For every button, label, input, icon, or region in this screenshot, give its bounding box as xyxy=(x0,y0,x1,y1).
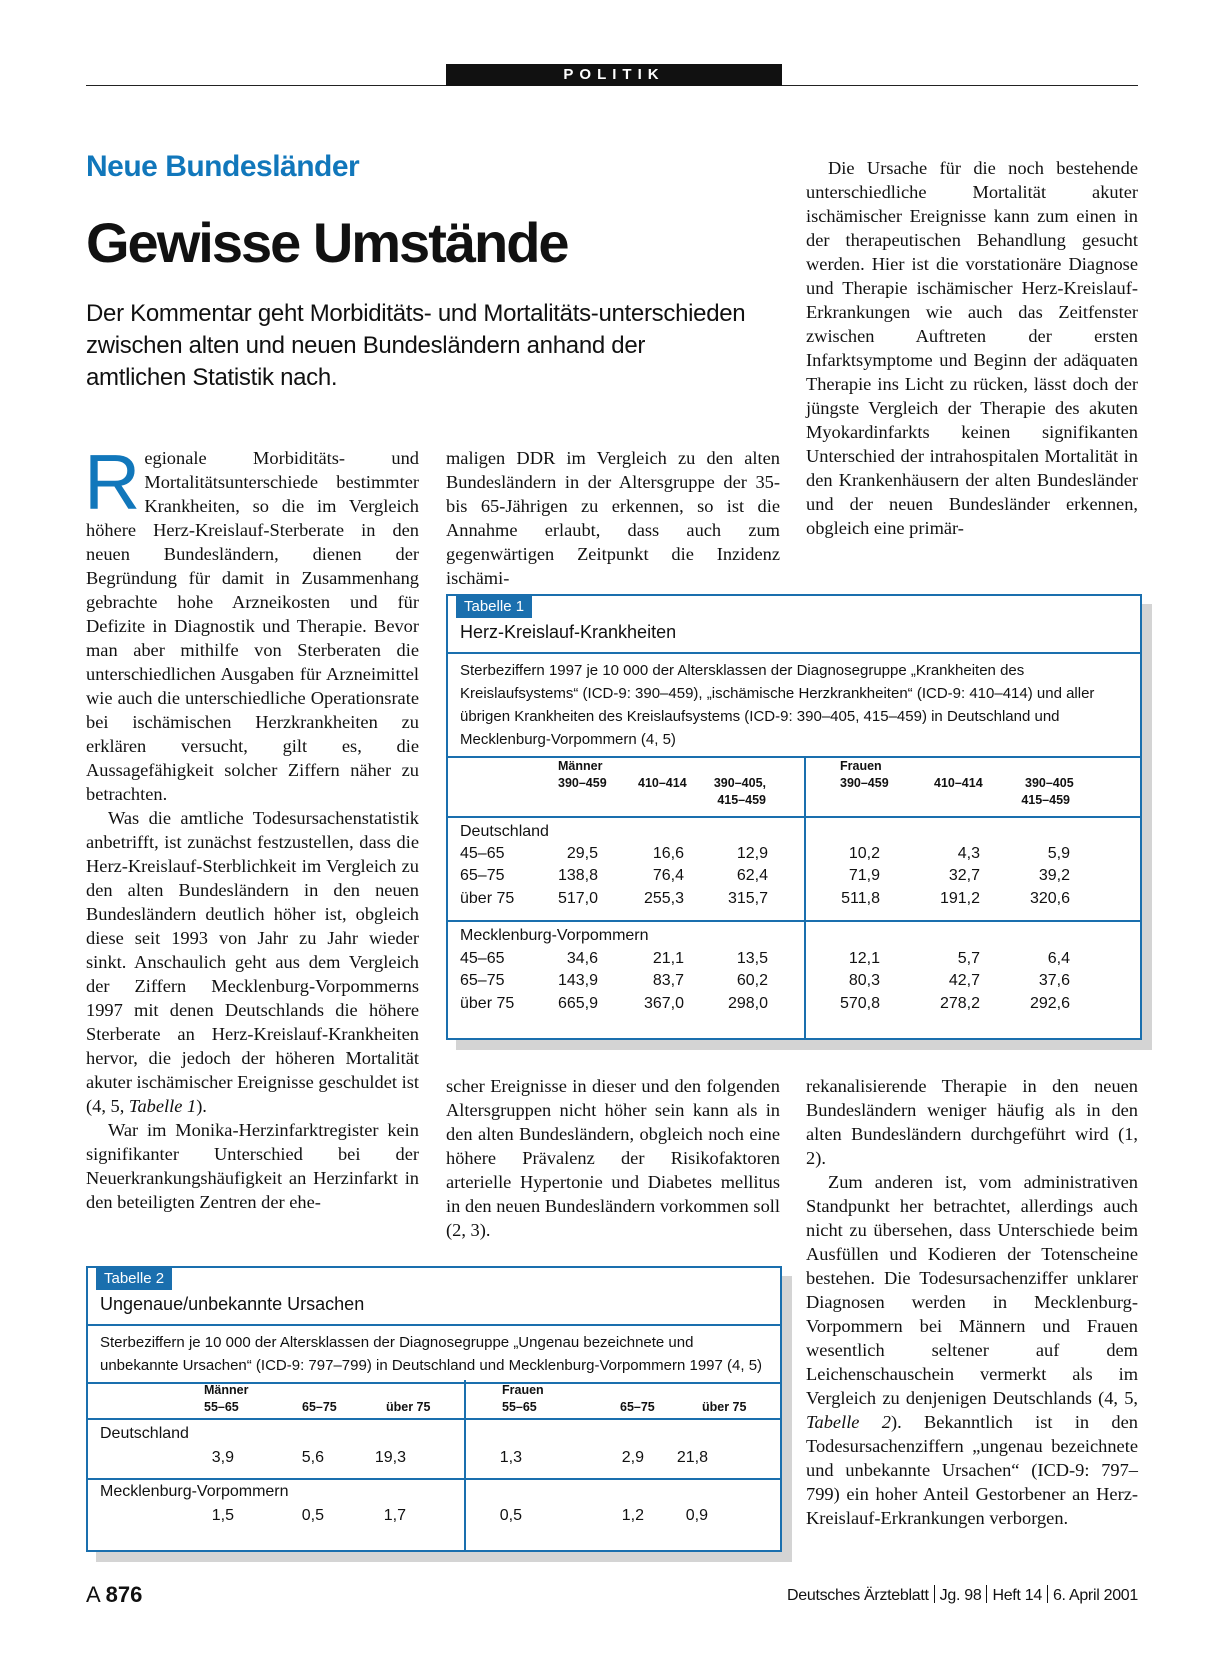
headline: Gewisse Umstände xyxy=(86,211,568,274)
table-1-cell: 315,7 xyxy=(727,890,768,907)
table-2-cell: 1,7 xyxy=(383,1507,406,1524)
table-1-cell: 278,2 xyxy=(939,995,980,1012)
table-1-cell: 80,3 xyxy=(848,972,880,989)
table-2-cell: 21,8 xyxy=(676,1449,708,1466)
table-2 xyxy=(86,1266,782,1552)
paragraph-col3-top: Die Ursache für die noch bestehende unterschiedliche Mortalität akuter ischämischer Ereignisse kann zum einen in der therapeutischen Behandlung gesucht werden. Hier ist die vorstationäre Diagnose und Therapie ischämischer Herz-Kreislauf-Erkrankungen wie auch das Zeitfenster zwischen Auftreten der ersten Infarktsymptome und Beginn der adäquaten Therapie ins Licht zu rücken, lässt doch der jüngste Vergleich der Therapie des akuten Myokardinfarkts keinen signifikanten Unterschied der intrahospitalen Mortalität in den Krankenhäusern der alten Bundesländer und der neuen Bundesländer erkennen, obgleich eine primär- xyxy=(806,158,1138,538)
page-prefix: A xyxy=(86,1582,100,1607)
table-1-title: Herz-Kreislauf-Krankheiten xyxy=(460,622,677,642)
table-1-cell: 5,9 xyxy=(1047,845,1070,862)
table-1-label: Tabelle 1 xyxy=(456,596,532,618)
table-1-cell: 517,0 xyxy=(557,890,598,907)
table-2-cell: 0,5 xyxy=(301,1507,324,1524)
table-1-description: Sterbeziffern 1997 je 10 000 der Altersklassen der Diagnosegruppe „Krankheiten des Kreislaufsystems“ (ICD-9: 390–459), „ischämische Herzkrankheiten“ (ICD-9: 410–414) und aller übrigen Krankheiten des Kreislaufsystems (ICD-9: 390–405, 415–459) in Deutschland und Mecklenburg-Vorpommern (4, 5) xyxy=(448,652,1140,758)
table-1-row-label: 65–75 xyxy=(460,972,505,989)
paragraph-2-end: ). xyxy=(196,1096,207,1116)
table-1-cell: 5,7 xyxy=(957,950,980,967)
table-reference: Tabelle 2 xyxy=(806,1412,891,1432)
table-1-row-label: 45–65 xyxy=(460,950,505,967)
table-1-cell: 665,9 xyxy=(557,995,598,1012)
article-column-2-top xyxy=(446,446,780,590)
table-1-cell: 255,3 xyxy=(643,890,684,907)
table-1-cell: 4,3 xyxy=(957,845,980,862)
table-1-row-label: 65–75 xyxy=(460,867,505,884)
paragraph-3: War im Monika-Herzinfarktregister kein signifikanter Unterschied bei der Neuerkrankungshäufigkeit an Herzinfarkt in den beteiligten Zentren der ehe- xyxy=(86,1120,419,1212)
table-1-cell: 16,6 xyxy=(652,845,684,862)
table-1-cell: 13,5 xyxy=(736,950,768,967)
table-2-cell: 1,3 xyxy=(499,1449,522,1466)
table-1-cell: 42,7 xyxy=(948,972,980,989)
table-1-cell: 570,8 xyxy=(839,995,880,1012)
article-column-2-bottom xyxy=(446,1074,780,1242)
paragraph-2-text: Was die amtliche Todesursachenstatistik anbetrifft, ist zunächst festzustellen, dass die Herz-Kreislauf-Sterblichkeit im Vergleich zu den alten Bundesländern in den neuen Bundesländern deutlich höher ist, obgleich diese seit 1993 von Jahr zu Jahr wieder sinkt. Anschaulich geht aus dem Vergleich der Ziffern Mecklenburg-Vorpommerns 1997 mit denen Deutschlands die höhere Sterberate an Herz-Kreislauf-Krankheiten hervor, die jedoch der höheren Mortalität akuter ischämischer Ereignisse geschuldet ist (4, 5, xyxy=(86,808,419,1116)
table-1-cell: 138,8 xyxy=(557,867,598,884)
footer-divider xyxy=(986,1585,987,1603)
table-2-col-header: 55–65 xyxy=(204,1400,239,1414)
paragraph-1 xyxy=(84,438,419,806)
paragraph-col2-top: maligen DDR im Vergleich zu den alten Bundesländern in der Altersgruppe der 35- bis 65-Jährigen zu erkennen, so ist die Annahme erlaubt, dass auch zum gegenwärtigen Zeitpunkt die Inzidenz ischämi- xyxy=(446,448,780,588)
table-1-col-header: 390–459 xyxy=(558,776,607,790)
table-2-cell: 2,9 xyxy=(621,1449,644,1466)
table-1-group-women: Frauen xyxy=(840,759,882,773)
table-2-col-header: über 75 xyxy=(386,1400,431,1414)
table-1-cell: 320,6 xyxy=(1029,890,1070,907)
table-2-group-men: Männer xyxy=(204,1383,249,1397)
table-1-section-mv: Mecklenburg-Vorpommern xyxy=(460,927,649,944)
journal-issue: Heft 14 xyxy=(992,1587,1042,1604)
table-1-group-men: Männer xyxy=(558,759,603,773)
footer-divider xyxy=(1047,1585,1048,1603)
table-1-cell: 34,6 xyxy=(566,950,598,967)
table-2-col-header: 65–75 xyxy=(620,1400,655,1414)
table-1-row-label: über 75 xyxy=(460,995,515,1012)
table-2-label: Tabelle 2 xyxy=(96,1268,172,1290)
table-1-cell: 143,9 xyxy=(557,972,598,989)
table-2-cell: 0,5 xyxy=(499,1507,522,1524)
table-2-cell: 0,9 xyxy=(685,1507,708,1524)
table-1-cell: 21,1 xyxy=(652,950,684,967)
journal-date: 6. April 2001 xyxy=(1052,1587,1138,1604)
journal-name: Deutsches Ärzteblatt xyxy=(787,1587,929,1604)
table-1-cell: 71,9 xyxy=(848,867,880,884)
table-1-row-label: über 75 xyxy=(460,890,515,907)
table-1-cell: 292,6 xyxy=(1029,995,1070,1012)
table-2-group-divider xyxy=(464,1380,466,1550)
page-number xyxy=(86,1582,142,1608)
journal-footer xyxy=(787,1585,1138,1605)
table-1-col-header: 415–459 xyxy=(717,793,766,807)
table-1-cell: 367,0 xyxy=(643,995,684,1012)
table-reference: Tabelle 1 xyxy=(128,1096,197,1116)
table-1-cell: 298,0 xyxy=(727,995,768,1012)
table-2-section-deutschland: Deutschland xyxy=(100,1425,189,1442)
table-1-section-deutschland: Deutschland xyxy=(460,823,549,840)
table-2-description: Sterbeziffern je 10 000 der Altersklassen der Diagnosegruppe „Ungenau bezeichnete und unbekannte Ursachen“ (ICD-9: 797–799) in Deutschland und Mecklenburg-Vorpommern 1997 (4, 5) xyxy=(88,1324,780,1384)
table-2-cell: 19,3 xyxy=(374,1449,406,1466)
table-1-col-header: 410–414 xyxy=(934,776,983,790)
table-1-col-header: 390–405, xyxy=(713,776,766,790)
table-1-col-header: 410–414 xyxy=(638,776,687,790)
table-1-section-rule xyxy=(448,920,1140,922)
table-1-cell: 39,2 xyxy=(1038,867,1070,884)
table-2-cell: 5,6 xyxy=(301,1449,324,1466)
table-2-cell: 1,5 xyxy=(211,1507,234,1524)
page-number-value: 876 xyxy=(105,1582,143,1607)
paragraph-col3-bottom-2 xyxy=(806,1170,1138,1530)
article-column-1 xyxy=(84,438,419,1214)
table-1-cell: 62,4 xyxy=(736,867,768,884)
table-1 xyxy=(446,594,1142,1040)
table-1-cell: 32,7 xyxy=(948,867,980,884)
table-1-cell: 191,2 xyxy=(939,890,980,907)
table-1-row-label: 45–65 xyxy=(460,845,505,862)
paragraph-col3-bottom-2-text: Zum anderen ist, vom administrativen Standpunkt her betrachtet, allerdings auch nicht zu übersehen, dass Unterschiede beim Ausfüllen und Kodieren der Totenscheine bestehen. Die Todesursachenziffer unklarer Diagnosen werden in Mecklenburg-Vorpommern bei Männern und Frauen wesentlich seltener auf dem Leichenschauschein vermerkt als im Vergleich zu denjenigen Deutschlands (4, 5, xyxy=(806,1172,1138,1408)
table-2-cell: 1,2 xyxy=(621,1507,644,1524)
table-1-cell: 83,7 xyxy=(652,972,684,989)
paragraph-1-text: egionale Morbiditäts- und Mortalitätsunterschiede bestimmter Krankheiten, so die im Vergleich höhere Herz-Kreislauf-Sterberate in den neuen Bundesländern, dienen der Begründung für damit in Zusammenhang gebrachte hohe Arzneikosten und für Defizite in Diagnostik und Therapie. Bevor man aber mithilfe von Sterberaten die unterschiedlichen Ausgaben für Arzneimittel wie auch die unterschiedliche Operationsrate bei ischämischen Herzkrankheiten zu erklären versucht, gilt es, die Aussagefähigkeit solcher Ziffern näher zu betrachten. xyxy=(86,448,419,804)
table-1-cell: 37,6 xyxy=(1038,972,1070,989)
table-1-cell: 60,2 xyxy=(736,972,768,989)
table-1-col-header: 390–459 xyxy=(840,776,889,790)
table-1-cell: 10,2 xyxy=(848,845,880,862)
section-tag: POLITIK xyxy=(446,64,782,86)
table-1-group-divider xyxy=(804,756,806,1038)
table-1-header-rule xyxy=(448,816,1140,818)
lead-paragraph: Der Kommentar geht Morbiditäts- und Mortalitäts-unterschieden zwischen alten und neuen Bundesländern anhand der amtlichen Statistik nach. xyxy=(86,300,746,391)
journal-volume: Jg. 98 xyxy=(939,1587,982,1604)
table-1-cell: 29,5 xyxy=(566,845,598,862)
kicker: Neue Bundesländer xyxy=(86,150,360,183)
table-2-col-header: über 75 xyxy=(702,1400,747,1414)
table-2-section-mv: Mecklenburg-Vorpommern xyxy=(100,1483,289,1500)
table-1-cell: 511,8 xyxy=(841,890,880,907)
paragraph-col3-bottom-1: rekanalisierende Therapie in den neuen Bundesländern weniger häufig als in den alten Bundesländern durchgeführt wird (1, 2). xyxy=(806,1076,1138,1168)
table-1-cell: 76,4 xyxy=(652,867,684,884)
table-2-cell: 3,9 xyxy=(211,1449,234,1466)
drop-cap: R xyxy=(84,438,141,526)
table-2-col-header: 55–65 xyxy=(502,1400,537,1414)
article-column-3-top xyxy=(806,156,1138,540)
table-2-col-header: 65–75 xyxy=(302,1400,337,1414)
paragraph-2 xyxy=(86,806,419,1118)
table-1-col-header: 390–405 xyxy=(1025,776,1074,790)
table-2-group-women: Frauen xyxy=(502,1383,544,1397)
table-1-cell: 12,9 xyxy=(736,845,768,862)
paragraph-col3-bottom-2-end: ). Bekanntlich ist in den Todesursachenziffern „ungenau bezeichnete und unbekannte Ursachen“ (ICD-9: 797–799) ein hoher Anteil Gestorbener an Herz-Kreislauf-Erkrankungen verborgen. xyxy=(806,1412,1138,1528)
table-2-header-rule xyxy=(88,1418,780,1420)
table-1-col-header: 415–459 xyxy=(1021,793,1070,807)
table-1-cell: 6,4 xyxy=(1047,950,1070,967)
article-column-3-bottom xyxy=(806,1074,1138,1530)
table-2-title: Ungenaue/unbekannte Ursachen xyxy=(100,1294,365,1314)
footer-divider xyxy=(934,1585,935,1603)
table-1-cell: 12,1 xyxy=(848,950,880,967)
paragraph-col2-bottom: scher Ereignisse in dieser und den folgenden Altersgruppen nicht höher sein kann als in den alten Bundesländern, obgleich noch eine höhere Prävalenz der Risikofaktoren arterielle Hypertonie und Diabetes mellitus in den neuen Bundesländern vorkommen soll (2, 3). xyxy=(446,1076,780,1240)
